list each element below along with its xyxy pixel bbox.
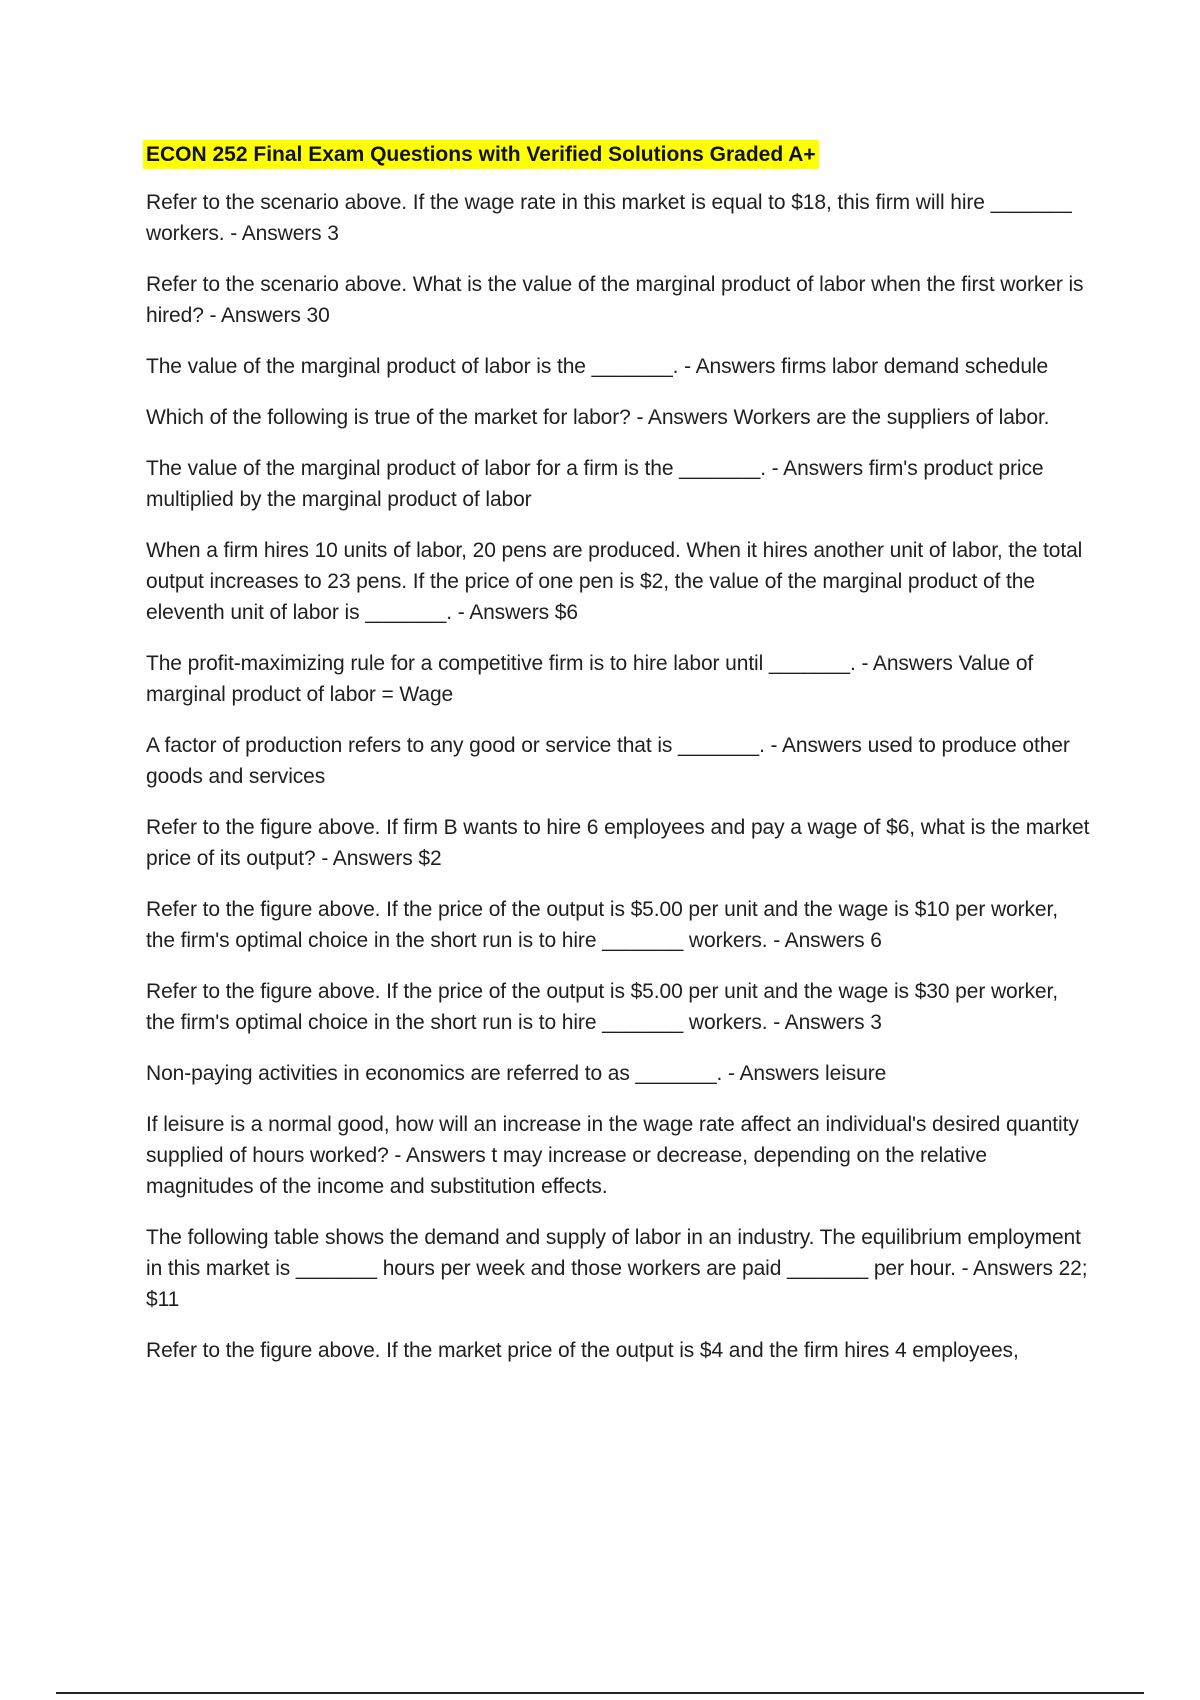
document-body (146, 140, 1090, 1386)
question-answer-item: Refer to the scenario above. If the wage rate in this market is equal to $18, this firm will hire _______ workers. - Answers 3 (146, 191, 1072, 245)
document-title: ECON 252 Final Exam Questions with Verified Solutions Graded A+ (143, 140, 819, 169)
question-answer-item: Refer to the figure above. If the price of the output is $5.00 per unit and the wage is $10 per worker, the firm's optimal choice in the short run is to hire _______ workers. - Answers 6 (146, 898, 1058, 952)
question-answer-item: Refer to the figure above. If the market price of the output is $4 and the firm hires 4 employees, (146, 1339, 1019, 1362)
question-answer-item: The profit-maximizing rule for a competitive firm is to hire labor until _______. - Answers Value of marginal product of labor = Wage (146, 652, 1034, 706)
question-answer-item: The following table shows the demand and supply of labor in an industry. The equilibrium employment in this market is _______ hours per week and those workers are paid _______ per hour. - Answers 22; $11 (146, 1226, 1088, 1311)
question-answer-item: Refer to the scenario above. What is the value of the marginal product of labor when the first worker is hired? - Answers 30 (146, 273, 1084, 327)
question-answer-item: Non-paying activities in economics are referred to as _______. - Answers leisure (146, 1062, 887, 1085)
question-answer-item: The value of the marginal product of labor for a firm is the _______. - Answers firm's product price multiplied by the marginal product of labor (146, 457, 1044, 511)
question-answer-item: Refer to the figure above. If the price of the output is $5.00 per unit and the wage is $30 per worker, the firm's optimal choice in the short run is to hire _______ workers. - Answers 3 (146, 980, 1058, 1034)
question-answer-item: Refer to the figure above. If firm B wants to hire 6 employees and pay a wage of $6, what is the market price of its output? - Answers $2 (146, 816, 1090, 870)
question-answer-item: Which of the following is true of the market for labor? - Answers Workers are the suppliers of labor. (146, 406, 1050, 429)
question-answer-item: The value of the marginal product of labor is the _______. - Answers firms labor demand schedule (146, 355, 1049, 378)
question-answer-item: If leisure is a normal good, how will an increase in the wage rate affect an individual's desired quantity supplied of hours worked? - Answers t may increase or decrease, depending on the relative magnitudes of the income and substitution effects. (146, 1113, 1079, 1198)
question-answer-item: When a firm hires 10 units of labor, 20 pens are produced. When it hires another unit of labor, the total output increases to 23 pens. If the price of one pen is $2, the value of the marginal product of the eleventh unit of labor is _______. - Answers $6 (146, 539, 1083, 624)
question-answer-item: A factor of production refers to any good or service that is _______. - Answers used to produce other goods and services (146, 734, 1070, 788)
page-bottom-rule (56, 1692, 1144, 1694)
